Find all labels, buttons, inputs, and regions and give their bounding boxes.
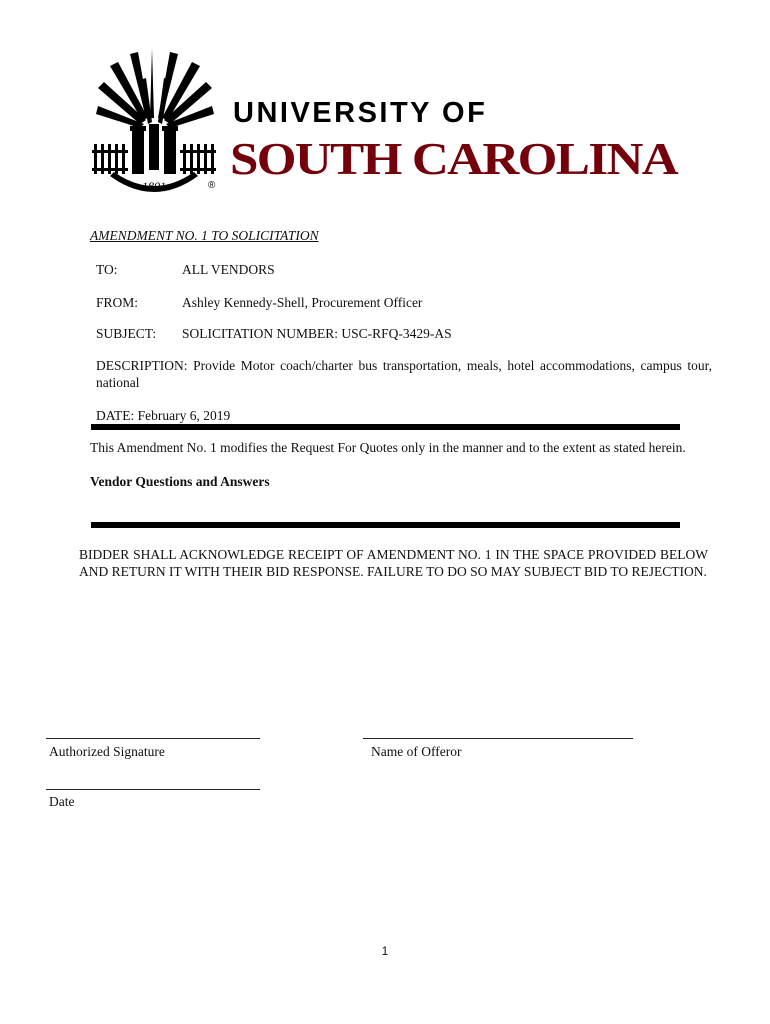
from-value: Ashley Kennedy-Shell, Procurement Officer bbox=[182, 295, 423, 310]
description: DESCRIPTION: Provide Motor coach/charter bus transportation, meals, hotel accommodations, campus tour, national bbox=[96, 358, 712, 390]
logo-line-south-carolina: SOUTH CAROLINA bbox=[230, 133, 679, 184]
intro-text: This Amendment No. 1 modifies the Request For Quotes only in the manner and to the extent as stated herein. bbox=[90, 440, 686, 455]
section-heading: Vendor Questions and Answers bbox=[90, 474, 270, 489]
from-label: FROM: bbox=[96, 295, 139, 310]
page-number: 1 bbox=[381, 944, 389, 958]
date-line: DATE: February 6, 2019 bbox=[96, 408, 231, 423]
subject-value: SOLICITATION NUMBER: USC-RFQ-3429-AS bbox=[182, 326, 452, 341]
university-logo bbox=[88, 40, 688, 200]
palmetto-gate-logo-icon bbox=[92, 48, 216, 192]
seal-year: 1801 bbox=[142, 179, 166, 193]
logo-line-university-of: UNIVERSITY OF bbox=[233, 97, 488, 129]
to-value: ALL VENDORS bbox=[182, 262, 275, 277]
to-label: TO: bbox=[96, 262, 118, 277]
divider-rule-bottom bbox=[91, 522, 680, 528]
acknowledgement-text: BIDDER SHALL ACKNOWLEDGE RECEIPT OF AMENDMENT NO. 1 IN THE SPACE PROVIDED BELOW AND RETURN IT WITH THEIR BID RESPONSE. FAILURE TO DO SO MAY SUBJECT BID TO REJECTION. bbox=[79, 547, 708, 579]
registered-mark: ® bbox=[208, 180, 216, 191]
divider-rule-top bbox=[91, 424, 680, 430]
authorized-signature-label: Authorized Signature bbox=[49, 744, 165, 759]
amendment-title: AMENDMENT NO. 1 TO SOLICITATION bbox=[90, 228, 319, 243]
date-signature-line bbox=[46, 789, 260, 790]
name-of-offeror-line bbox=[363, 738, 633, 739]
subject-label: SUBJECT: bbox=[96, 326, 157, 341]
date-signature-label: Date bbox=[49, 794, 75, 809]
name-of-offeror-label: Name of Offeror bbox=[371, 744, 462, 759]
authorized-signature-line bbox=[46, 738, 260, 739]
